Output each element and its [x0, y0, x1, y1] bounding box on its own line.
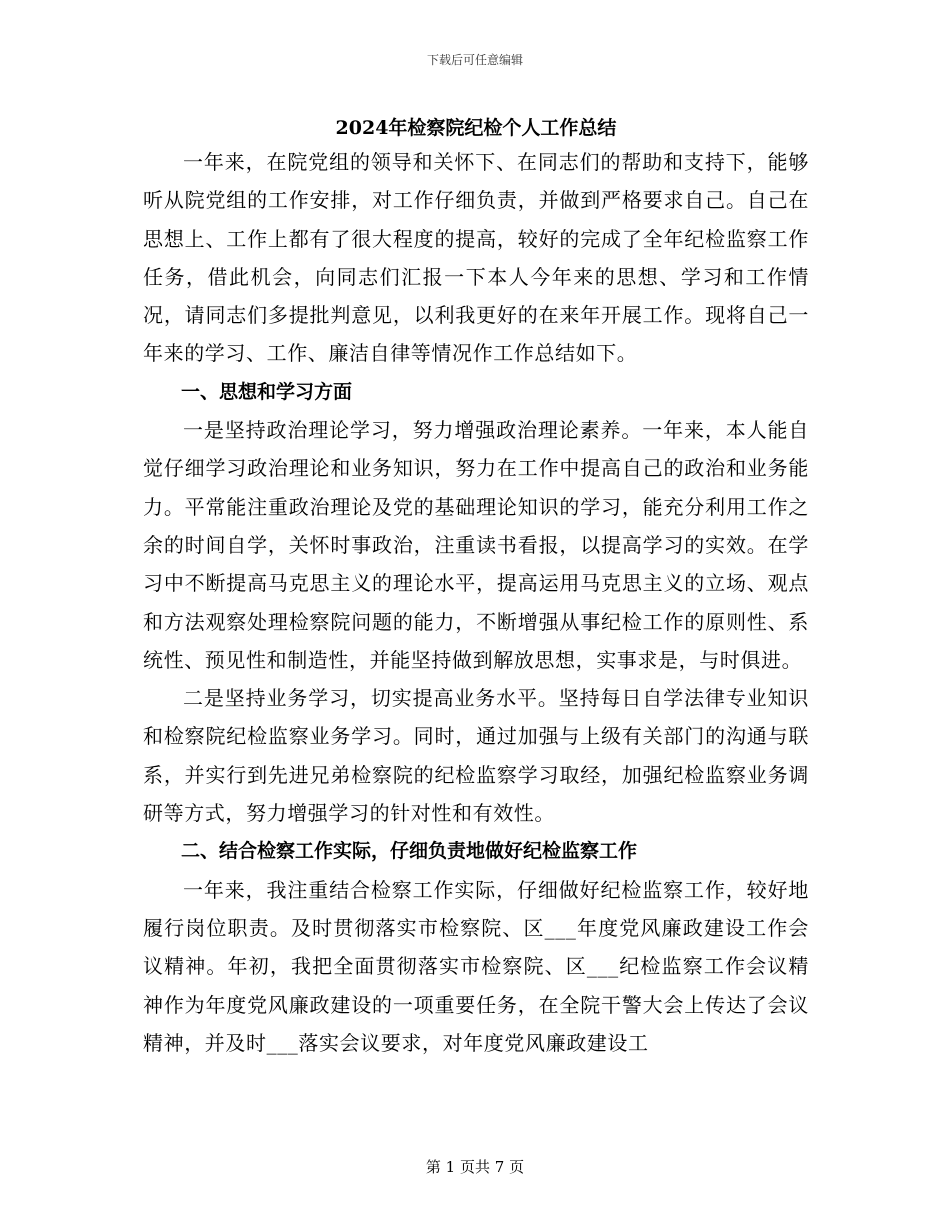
section-2-heading: 二、结合检察工作实际，仔细负责地做好纪检监察工作 — [181, 840, 638, 863]
document-body — [143, 113, 809, 1062]
page-header-note: 下载后可任意编辑 — [426, 53, 523, 67]
document-title: 2024年检察院纪检个人工作总结 — [335, 117, 617, 139]
section-2-paragraph-1: 一年来，我注重结合检察工作实际，仔细做好纪检监察工作，较好地履行岗位职责。及时贯彻落实市检察院、区___年度党风廉政建设工作会议精神。年初，我把全面贯彻落实市检察院、区___纪检监察工作会议精神作为年度党风廉政建设的一项重要任务，在全院干警大会上传达了会议精神，并及时___落实会议要求，对年度党风廉政建设工 — [143, 877, 809, 1055]
page-number-footer: 第 1 页共 7 页 — [425, 1158, 525, 1176]
section-1-paragraph-1: 一是坚持政治理论学习，努力增强政治理论素养。一年来，本人能自觉仔细学习政治理论和业务知识，努力在工作中提高自己的政治和业务能力。平常能注重政治理论及党的基础理论知识的学习，能充分利用工作之余的时间自学，关怀时事政治，注重读书看报，以提高学习的实效。在学习中不断提高马克思主义的理论水平，提高运用马克思主义的立场、观点和方法观察处理检察院问题的能力，不断增强从事纪检工作的原则性、系统性、预见性和制造性，并能坚持做到解放思想，实事求是，与时俱进。 — [143, 418, 809, 672]
section-1-heading: 一、思想和学习方面 — [181, 380, 353, 403]
section-1-paragraph-2: 二是坚持业务学习，切实提高业务水平。坚持每日自学法律专业知识和检察院纪检监察业务学习。同时，通过加强与上级有关部门的沟通与联系，并实行到先进兄弟检察院的纪检监察学习取经，加强纪检监察业务调研等方式，努力增强学习的针对性和有效性。 — [143, 686, 809, 826]
intro-paragraph: 一年来，在院党组的领导和关怀下、在同志们的帮助和支持下，能够听从院党组的工作安排，对工作仔细负责，并做到严格要求自己。自己在思想上、工作上都有了很大程度的提高，较好的完成了全年纪检监察工作任务，借此机会，向同志们汇报一下本人今年来的思想、学习和工作情况，请同志们多提批判意见，以利我更好的在来年开展工作。现将自己一年来的学习、工作、廉洁自律等情况作工作总结如下。 — [143, 150, 809, 366]
